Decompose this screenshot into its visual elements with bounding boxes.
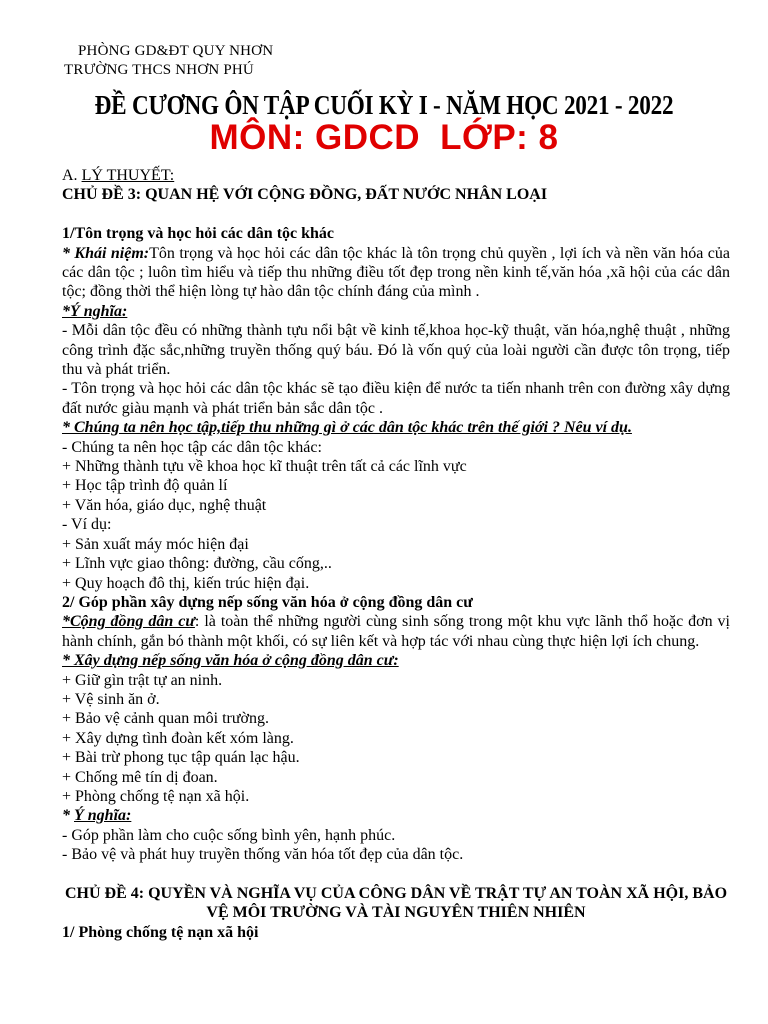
list-item: + Văn hóa, giáo dục, nghệ thuật: [62, 496, 267, 514]
meaning-label: *Ý nghĩa:: [62, 302, 128, 320]
concept-label: * Khái niệm:: [62, 244, 150, 262]
list-item: + Vệ sinh ăn ở.: [62, 690, 160, 708]
department-header: PHÒNG GD&ĐT QUY NHƠN: [78, 43, 274, 59]
subject-label: MÔN: GDCD: [209, 118, 421, 157]
school-header: TRƯỜNG THCS NHƠN PHÚ: [64, 62, 254, 78]
list-item: + Xây dựng tình đoàn kết xóm làng.: [62, 729, 294, 747]
topic4-section1-title: 1/ Phòng chống tệ nạn xã hội: [62, 923, 259, 941]
topic3-section2-title: 2/ Góp phần xây dựng nếp sống văn hóa ở cộng đồng dân cư: [62, 593, 473, 611]
list-item: + Sản xuất máy móc hiện đại: [62, 535, 249, 553]
community-paragraph: [62, 612, 730, 651]
topic4-title: CHỦ ĐỀ 4: QUYỀN VÀ NGHĨA VỤ CỦA CÔNG DÂN VỀ TRẬT TỰ AN TOÀN XÃ HỘI, BẢO VỆ MÔI TRƯỜNG VÀ TÀI NGUYÊN THIÊN NHIÊN: [64, 885, 728, 922]
list-item: + Phòng chống tệ nạn xã hội.: [62, 787, 250, 805]
document-title: ĐỀ CƯƠNG ÔN TẬP CUỐI KỲ I - NĂM HỌC 2021 - 2022: [94, 90, 674, 120]
list-item: - Góp phần làm cho cuộc sống bình yên, hạnh phúc.: [62, 826, 396, 844]
subject-title: [0, 118, 768, 158]
topic3-section1-title: 1/Tôn trọng và học hỏi các dân tộc khác: [62, 225, 335, 243]
meaning2-label: Ý nghĩa:: [74, 807, 132, 825]
section-a-heading: A. LÝ THUYẾT:: [62, 167, 175, 184]
community-text: : là toàn thể những người cùng sinh sống trong một khu vực lãnh thổ hoặc đơn vị hành chính, gắn bó thành một khối, có sự liên kết và hợp tác với nhau cùng thực hiện lợi ích chung.: [62, 613, 730, 650]
list-item: - Bảo vệ và phát huy truyền thống văn hóa tốt đẹp của dân tộc.: [62, 846, 464, 864]
learning-question: * Chúng ta nên học tập,tiếp thu những gì ở các dân tộc khác trên thế giới ? Nêu ví dụ.: [62, 419, 632, 437]
list-item: + Giữ gìn trật tự an ninh.: [62, 671, 223, 689]
list-item: + Học tập trình độ quản lí: [62, 477, 228, 495]
list-item: + Quy hoạch đô thị, kiến trúc hiện đại.: [62, 574, 310, 592]
community-label: *Cộng đồng dân cư: [62, 613, 195, 631]
list-item: + Chống mê tín dị đoan.: [62, 768, 218, 786]
list-item: - Ví dụ:: [62, 516, 112, 534]
meaning-paragraph-2: - Tôn trọng và học hỏi các dân tộc khác sẽ tạo điều kiện để nước ta tiến nhanh trên con đường xây dựng đất nước giàu mạnh và phát triển bản sắc dân tộc .: [62, 380, 730, 417]
grade-label: LỚP: 8: [440, 118, 559, 157]
meaning-paragraph-1: - Mỗi dân tộc đều có những thành tựu nổi bật về kinh tế,khoa học-kỹ thuật, văn hóa,nghệ thuật , những công trình đặc sắc,những truyền thống quý báu. Đó là vốn quý của loài người cần được tôn trọng, tiếp thu và phát triển.: [62, 322, 730, 379]
list-item: + Bảo vệ cảnh quan môi trường.: [62, 710, 269, 728]
build-culture-label: * Xây dựng nếp sống văn hóa ở cộng đồng dân cư:: [62, 652, 399, 670]
section-a-label: LÝ THUYẾT:: [81, 167, 175, 184]
concept-text: Tôn trọng và học hỏi các dân tộc khác là tôn trọng chủ quyền , lợi ích và nền văn hóa của các dân tộc ; luôn tìm hiểu và tiếp thu những điều tốt đẹp trong nền kinh tế,văn hóa ,xã hội của các dân tộc; đồng thời thể hiện lòng tự hào dân tộc chính đáng của mình .: [62, 244, 731, 301]
topic3-title: CHỦ ĐỀ 3: QUAN HỆ VỚI CỘNG ĐỒNG, ĐẤT NƯỚC NHÂN LOẠI: [62, 186, 548, 204]
list-item: + Lĩnh vực giao thông: đường, cầu cống,..: [62, 555, 332, 573]
list-item: + Những thành tựu về khoa học kĩ thuật trên tất cả các lĩnh vực: [62, 458, 467, 476]
meaning2-heading: * Ý nghĩa:: [62, 807, 132, 825]
list-item: + Bài trừ phong tục tập quán lạc hậu.: [62, 749, 300, 767]
concept-paragraph: [62, 244, 730, 302]
document-body: [62, 166, 730, 942]
list-item: - Chúng ta nên học tập các dân tộc khác:: [62, 438, 322, 456]
